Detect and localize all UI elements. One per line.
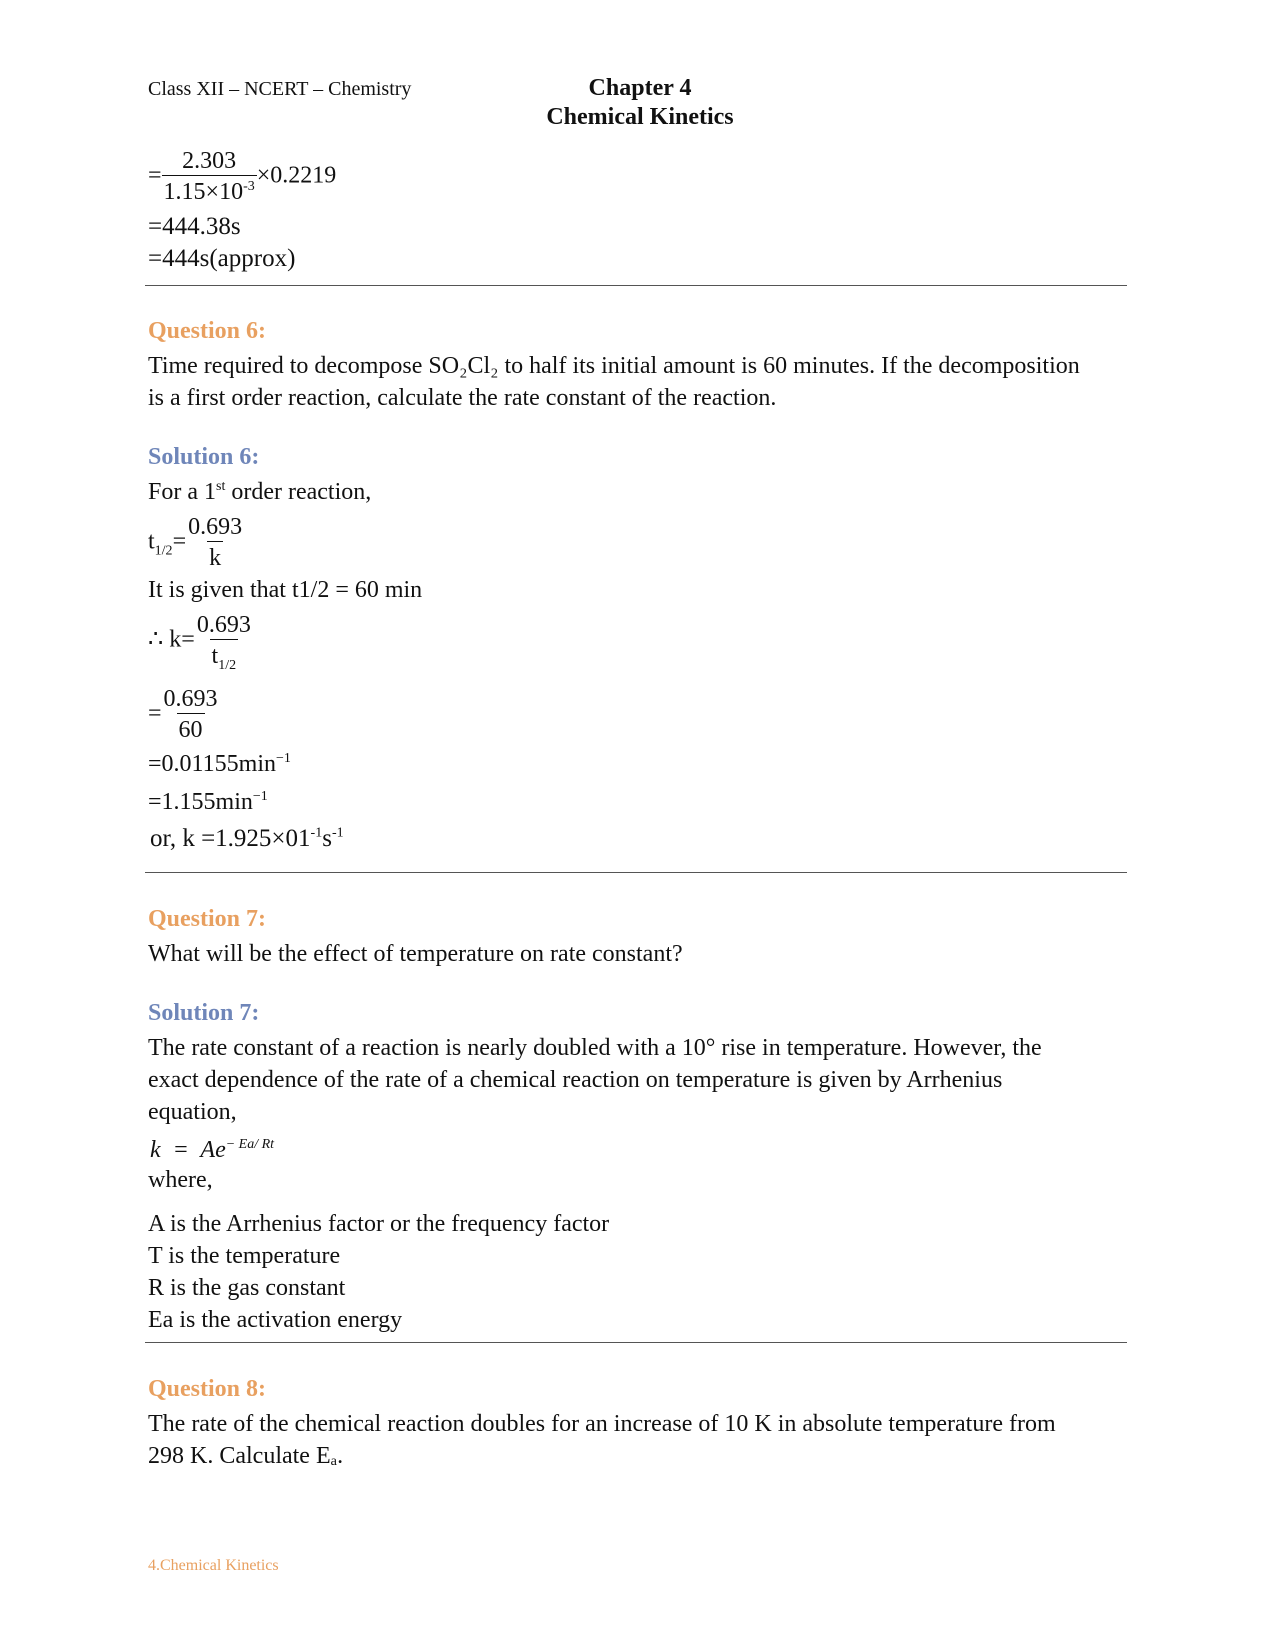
definition-r: R is the gas constant — [148, 1275, 346, 1301]
given-statement: It is given that t1/2 = 60 min — [148, 577, 423, 603]
carryover-equation-1: = $\frac{2.303}{1.15\times 10^{-3}}$ ×0.2219 — [148, 148, 337, 205]
rate-constant-substitution: = $\frac{0.693}{60}$ — [148, 686, 218, 743]
chapter-heading — [490, 74, 790, 132]
solution-7-line-1: The rate constant of a reaction is nearly doubled with a 10° rise in temperature. However, the — [148, 1035, 1042, 1061]
question-6-line-1: Time required to decompose SO₂Cl₂ to half its initial amount is 60 minutes. If the decomposition — [148, 353, 1080, 379]
chapter-number: Chapter 4 — [588, 75, 692, 101]
rate-constant-formula: ∴ k= $\frac{0.693}{t_{1/2}}$ — [148, 612, 251, 673]
section-divider — [145, 872, 1127, 873]
carryover-equation-2: =444.38s — [148, 213, 241, 240]
chapter-title: Chemical Kinetics — [546, 104, 734, 130]
solution-7-line-3: equation, — [148, 1099, 237, 1125]
fraction: $\frac{0.693}{60}$ — [163, 686, 218, 743]
result-line-2: $=1.155\min^{-1}$ — [148, 789, 268, 815]
definition-a: A is the Arrhenius factor or the frequency factor — [148, 1211, 610, 1237]
page-footer: 4.Chemical Kinetics — [148, 1557, 279, 1574]
solution-6-heading: Solution 6: — [148, 444, 260, 470]
fraction: $\frac{2.303}{1.15\times 10^{-3}}$ — [163, 148, 255, 205]
question-6-line-2: is a first order reaction, calculate the rate constant of the reaction. — [148, 385, 777, 411]
where-label: where, — [148, 1167, 213, 1193]
result-line-3: or, $k =1.925\times 01^{-1}s^{-1}$ — [150, 825, 344, 852]
result-line-1: $=0.01155\min^{-1}$ — [148, 751, 291, 777]
question-7-line-1: What will be the effect of temperature on rate constant? — [148, 941, 683, 967]
section-divider — [145, 285, 1127, 286]
question-8-line-2: 298 K. Calculate Eₐ. — [148, 1443, 344, 1469]
solution-7-heading: Solution 7: — [148, 1000, 260, 1026]
arrhenius-equation: $k = Ae^{- Ea/ Rt}$ — [150, 1137, 275, 1163]
definition-ea: Ea is the activation energy — [148, 1307, 403, 1333]
carryover-equation-3: =444s(approx) — [148, 245, 296, 272]
question-7-heading: Question 7: — [148, 906, 267, 932]
question-8-heading: Question 8: — [148, 1376, 267, 1402]
header-course-label: Class XII – NCERT – Chemistry — [148, 78, 412, 100]
question-8-line-1: The rate of the chemical reaction doubles for an increase of 10 K in absolute temperature from — [148, 1411, 1056, 1437]
fraction: $\frac{0.693}{t_{1/2}}$ — [196, 612, 251, 673]
solution-7-line-2: exact dependence of the rate of a chemical reaction on temperature is given by Arrhenius — [148, 1067, 1003, 1093]
definition-t: T is the temperature — [148, 1243, 341, 1269]
solution-6-intro: For a 1st order reaction, — [148, 479, 372, 505]
half-life-formula: $t_{1/2}=$ $\frac{0.693}{k}$ — [148, 514, 243, 571]
section-divider — [145, 1342, 1127, 1343]
fraction: $\frac{0.693}{k}$ — [188, 514, 243, 571]
question-6-heading: Question 6: — [148, 318, 267, 344]
